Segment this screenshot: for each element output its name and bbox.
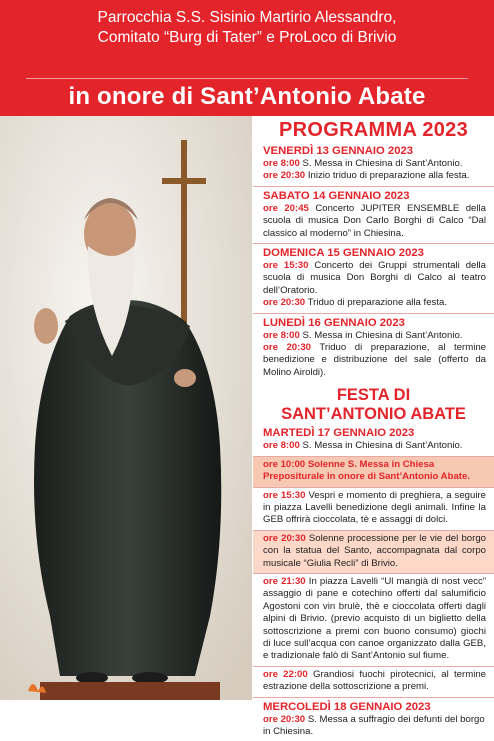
event-desc: Solenne processione per le vie del borgo con la statua del Santo, accompagnata dal corpo musicale “Giulia Recli” di Brivio. [263,532,486,569]
event-block [253,573,494,666]
event-line [263,490,486,527]
organizers [0,0,494,48]
event-time: ore 20:30 [263,342,312,354]
festa-heading [253,382,494,426]
day-block [253,426,494,455]
event-block [253,666,494,697]
event-time: ore 20:30 [263,532,306,544]
event-line [263,533,486,570]
program-panel [253,116,494,737]
day-block [253,243,494,313]
event-desc: Triduo di preparazione, al termine benedizione e distribuzione del sale (offerto da Molino Airoldi). [263,342,486,378]
event-time: ore 20:30 [263,170,306,182]
event-time: ore 20:30 [263,713,306,725]
event-desc: Concerto JUPITER ENSEMBLE della scuola di musica Don Carlo Borghi di Calco “Dal classico al moderno” in Chiesina. [263,202,486,239]
event-desc: S. Messa in Chiesina di Sant’Antonio. [302,440,463,452]
event-line [263,203,486,240]
event-time: ore 8:00 [263,158,300,169]
event-desc: Solenne S. Messa in Chiesa Prepositurale in onore di Sant’Antonio Abate. [263,458,470,483]
event-desc: Concerto dei Gruppi strumentali della scuola di musica Don Borghi di Calco al teatro dell’Oratorio. [263,260,486,296]
event-line [263,260,486,297]
event-line [263,669,486,694]
day-heading: SABATO 14 GENNAIO 2023 [263,189,410,202]
event-desc: S. Messa a suffragio dei defunti del borgo in Chiesina. [263,713,485,737]
day-block [253,186,494,243]
festa-heading-line-1: FESTA DI [336,386,411,405]
event-time: ore 8:00 [263,329,300,341]
header-divider [26,78,468,79]
event-line [263,342,486,379]
event-line [263,576,486,663]
day-heading: DOMENICA 15 GENNAIO 2023 [263,247,424,260]
event-line [263,297,486,309]
event-time: ore 21:30 [263,575,306,587]
event-line [263,440,486,452]
organizers-line-2: Comitato “Burg di Tater” e ProLoco di Brivio [97,29,397,46]
event-time: ore 20:30 [263,297,306,309]
organizers-line-1: Parrocchia S.S. Sisinio Martirio Alessandro, [97,9,397,26]
event-time: ore 10:00 [263,458,306,470]
program-title: PROGRAMMA 2023 [278,119,469,141]
header-band [0,0,494,116]
event-desc: Inizio triduo di preparazione alla festa. [307,170,470,182]
event-time: ore 20:45 [263,202,309,214]
day-block [253,697,494,741]
event-desc: S. Messa in Chiesina di Sant’Antonio. [302,158,463,169]
event-line [263,714,486,739]
saint-statue-image [0,116,252,700]
event-block [253,487,494,530]
event-time: ore 22:00 [263,668,308,680]
festa-heading-line-2: SANT’ANTONIO ABATE [281,405,466,424]
highlight-event [253,530,494,573]
event-line [263,459,486,484]
day-block [253,142,494,186]
event-desc: Vespri e momento di preghiera, a seguire in piazza Lavelli benedizione degli animali. Infine la GEB offrirà cioccolata, tè e assaggi di dolci. [263,489,487,526]
event-desc: In piazza Lavelli “Ul mangià di nost vecc” assaggio di pane e cotechino offerti dal salumificio Agostoni con vin brulè, thè e cioccolata offerti dagli alpini di Brivio. (previo acquisto di un biglietto della sottoscrizione a premi con buono consumo) giochi di luce sull’acqua con canoe organizzato dalla GEB, e tradizionale falò di Sant’Antonio sul fiume. [263,575,486,662]
day-heading: MERCOLEDÌ 18 GENNAIO 2023 [263,700,431,713]
event-time: ore 15:30 [263,260,309,272]
day-heading: LUNEDÌ 16 GENNAIO 2023 [263,316,405,329]
day-heading: MARTEDÌ 17 GENNAIO 2023 [263,427,415,440]
page-title: in onore di Sant’Antonio Abate [68,83,426,110]
event-desc: Triduo di preparazione alla festa. [307,297,448,309]
event-desc: S. Messa in Chiesina di Sant’Antonio. [302,329,463,341]
event-desc: Grandiosi fuochi pirotecnici, al termine estrazione della sottoscrizione a premi. [263,668,486,693]
event-line [263,170,486,182]
day-block [253,313,494,383]
event-line [263,330,486,342]
event-time: ore 8:00 [263,440,300,452]
highlight-event [253,456,494,487]
event-time: ore 15:30 [263,489,306,501]
day-heading: VENERDÌ 13 GENNAIO 2023 [263,145,414,157]
event-line [263,158,486,170]
